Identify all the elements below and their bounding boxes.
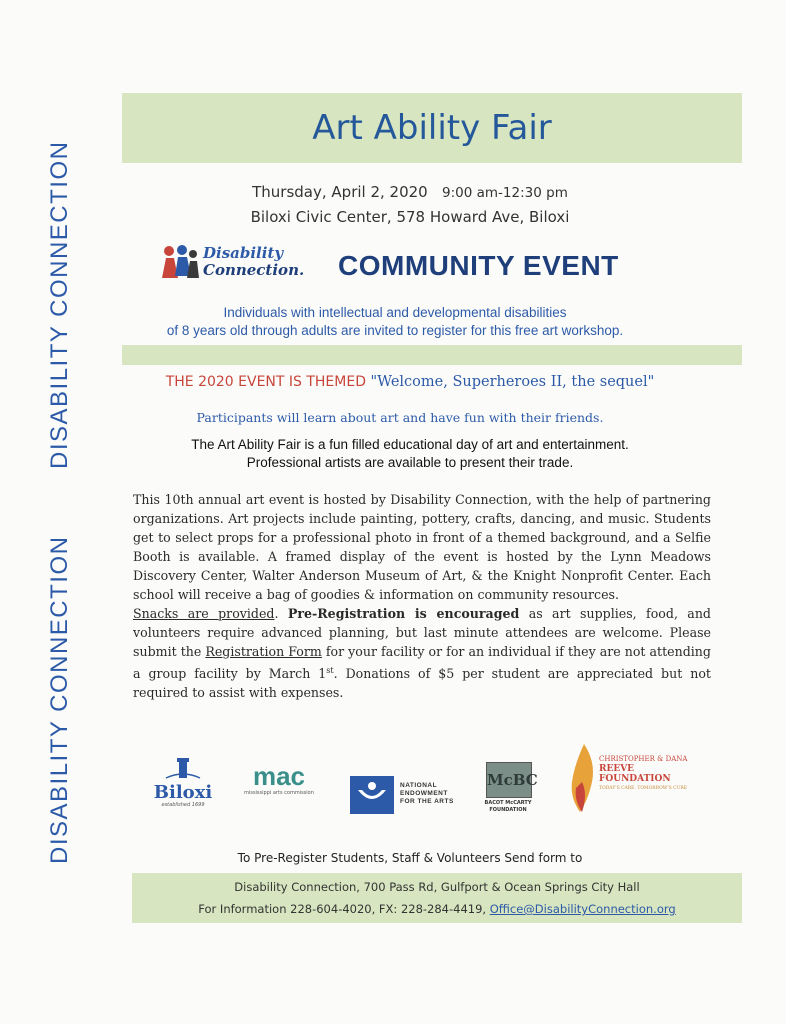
body-text [133,490,711,702]
reeve-foundation-logo: CHRISTOPHER & DANA REEVE FOUNDATION TODAY'S CARE. TOMORROW'S CURE [566,742,696,816]
mac-logo: mac mississippi arts commission [244,761,314,796]
biloxi-logo: Biloxi established 1699 [148,758,218,810]
footer-address: Disability Connection, 700 Pass Rd, Gulfport & Ocean Springs City Hall [234,880,640,894]
email-link[interactable]: Office@DisabilityConnection.org [489,902,676,916]
theme-name: "Welcome, Superheroes II, the sequel" [370,374,655,390]
paragraph-2: Snacks are provided. Pre-Registration is encouraged as art supplies, food, and volunteers require advanced planning, but last minute attendees are welcome. Please submit the Registration Form for your facility or for an individual if they are not attending a group facility by March 1st. Donations of $5 per student are appreciated but not required to assist with expenses. [133,606,711,701]
preregister-text: To Pre-Register Students, Staff & Volunteers Send form to [237,851,583,865]
community-event-heading: COMMUNITY EVENT [338,250,619,281]
nea-logo: NATIONAL ENDOWMENT FOR THE ARTS [350,776,460,816]
event-date: Thursday, April 2, 2020 [252,183,428,201]
theme-prefix: THE 2020 EVENT IS THEMED [165,374,366,390]
participants-text: Participants will learn about art and have fun with their friends. [196,410,604,425]
registration-form-link[interactable]: Registration Form [205,644,322,659]
disability-connection-logo-icon [160,244,200,280]
nea-emblem-icon [350,776,394,814]
event-info [170,180,650,229]
invite-text: Individuals with intellectual and developmental disabilities of 8 years old through adults are invited to register for this free art workshop. [166,305,624,338]
page-title: Art Ability Fair [312,108,552,148]
event-location: Biloxi Civic Center, 578 Howard Ave, Biloxi [250,208,570,226]
lighthouse-icon [148,758,218,780]
title-bar [122,93,742,163]
fair-description: The Art Ability Fair is a fun filled educational day of art and entertainment. Professional artists are available to present their trade. [191,437,629,470]
snacks-text: Snacks are provided [133,606,275,621]
theme-line [110,374,710,390]
paragraph-1: This 10th annual art event is hosted by Disability Connection, with the help of partnering organizations. Art projects include painting, pottery, crafts, dancing, and music. Students get to select props for a professional photo in front of a themed background, and a Selfie Booth is available. A framed display of the event is hosted by the Lynn Meadows Discovery Center, Walter Anderson Museum of Art, & the Knight Nonprofit Center. Each school will receive a bag of goodies & information on community resources. [133,492,711,602]
disability-connection-wordmark: Disability Connection. [203,244,305,279]
side-text-bottom: DISABILITY CONNECTION [46,535,73,864]
footer-bar [132,873,742,923]
reeve-flame-icon [566,742,602,816]
side-text-top: DISABILITY CONNECTION [46,140,73,469]
event-time: 9:00 am-12:30 pm [442,185,568,201]
prereg-text: Pre-Registration is encouraged [287,606,520,621]
bacot-mccarty-logo: McBC BACOT McCARTY FOUNDATION [484,762,532,816]
footer-contact: For Information 228-604-4020, FX: 228-284-4419, Office@DisabilityConnection.org [198,902,676,916]
divider-bar [122,345,742,365]
